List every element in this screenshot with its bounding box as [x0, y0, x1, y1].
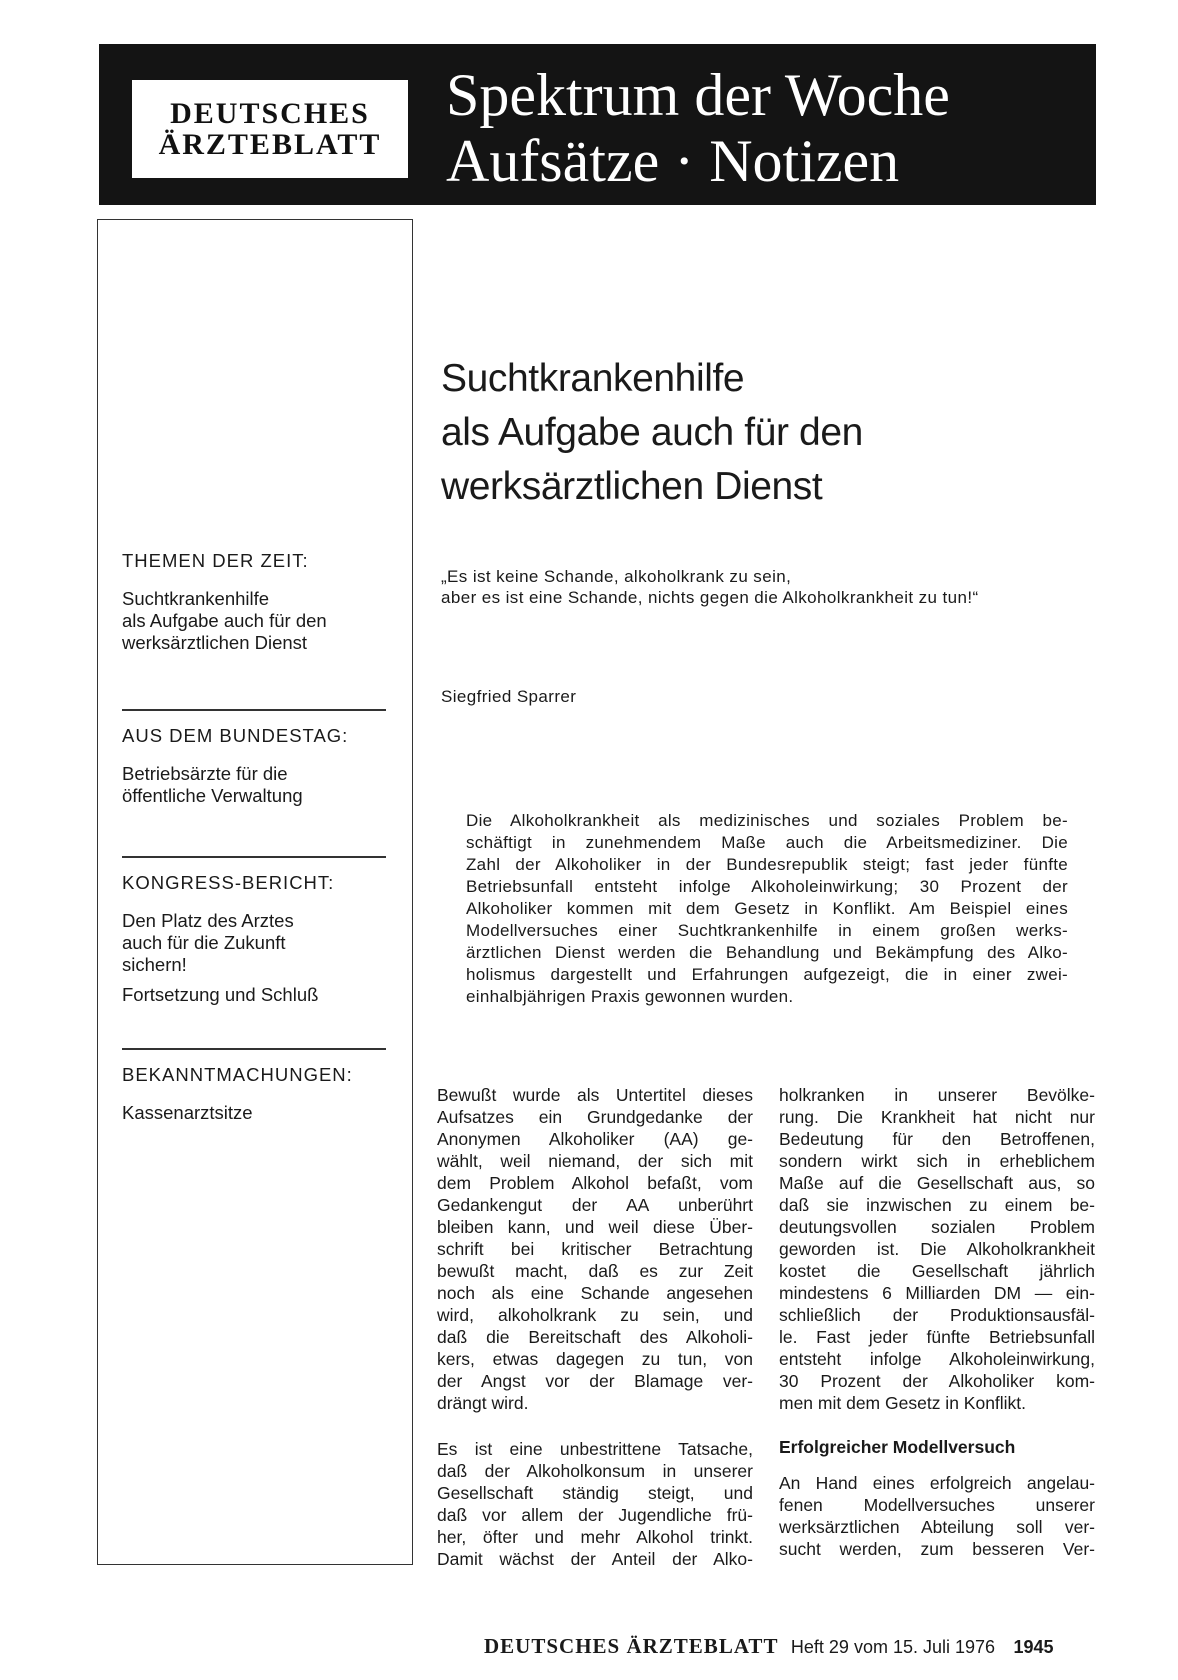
body-line: daß sie inzwischen zu einem be- [779, 1195, 1095, 1215]
body-line: le. Fast jeder fünfte Betriebsunfall [779, 1327, 1095, 1347]
body-line: Es ist eine unbestrittene Tatsache, [437, 1439, 753, 1459]
body-line: der Angst vor der Blamage ver- [437, 1371, 753, 1391]
quote-line: aber es ist eine Schande, nichts gegen die Alkoholkrankheit zu tun!“ [441, 588, 979, 607]
abstract-line: einhalbjährigen Praxis gewonnen wurden. [466, 987, 794, 1006]
contents-heading: AUS DEM BUNDESTAG: [122, 725, 349, 746]
abstract-line: Die Alkoholkrankheit als medizinisches und soziales Problem be- [466, 811, 1068, 830]
body-line: fenen Modellversuches unserer [779, 1495, 1095, 1515]
section-title [446, 62, 950, 194]
body-line: Anonymen Alkoholiker (AA) ge- [437, 1129, 753, 1149]
body-line: bleiben kann, und weil diese Über- [437, 1217, 753, 1237]
body-line: Damit wächst der Anteil der Alko- [437, 1549, 753, 1569]
abstract-line: holismus dargestellt und Erfahrungen aufgezeigt, die in einer zwei- [466, 965, 1068, 984]
divider [122, 1048, 386, 1050]
contents-entry: sichern! [122, 954, 187, 975]
publication-logo [132, 80, 408, 178]
body-line: Bedeutung für den Betroffenen, [779, 1129, 1095, 1149]
footer-issue: Heft 29 vom 15. Juli 1976 [790, 1637, 996, 1657]
abstract-line: schäftigt in zunehmendem Maße auch die Arbeitsmediziner. Die [466, 833, 1068, 852]
body-line: men mit dem Gesetz in Konflikt. [779, 1393, 1027, 1413]
epigraph-quote [441, 566, 979, 608]
divider [122, 709, 386, 711]
body-line: holkranken in unserer Bevölke- [779, 1085, 1095, 1105]
body-line: noch als eine Schande angesehen [437, 1283, 753, 1303]
article-title-line: als Aufgabe auch für den [441, 411, 863, 454]
abstract-line: Betriebsunfall entsteht infolge Alkoholeinwirkung; 30 Prozent der [466, 877, 1068, 896]
body-line: bewußt macht, daß es zur Zeit [437, 1261, 753, 1281]
contents-entry: öffentliche Verwaltung [122, 785, 303, 806]
body-line: kers, etwas dagegen zu tun, von [437, 1349, 753, 1369]
body-line: geworden ist. Die Alkoholkrankheit [779, 1239, 1095, 1259]
contents-entry: Den Platz des Arztes [122, 910, 294, 931]
page-footer [484, 1634, 1054, 1659]
contents-entry: werksärztlichen Dienst [122, 632, 308, 653]
footer-publication: DEUTSCHES ÄRZTEBLATT [484, 1634, 779, 1658]
body-line: dem Problem Alkohol befaßt, vom [437, 1173, 753, 1193]
body-line: her, öfter und mehr Alkohol trinkt. [437, 1527, 753, 1547]
abstract-line: ärztlichen Dienst werden die Behandlung und Bekämpfung des Alko- [466, 943, 1068, 962]
section-title-line-1: Spektrum der Woche [446, 62, 950, 128]
contents-entry: Betriebsärzte für die [122, 763, 288, 784]
body-line: Gesellschaft ständig steigt, und [437, 1483, 753, 1503]
body-line: Gedankengut der AA unberührt [437, 1195, 753, 1215]
body-line: daß der Alkoholkonsum in unserer [437, 1461, 753, 1481]
body-line: sucht werden, zum besseren Ver- [779, 1539, 1095, 1559]
contents-entry: Suchtkrankenhilfe [122, 588, 270, 609]
body-column-2 [779, 1084, 1095, 1560]
body-line: Aufsatzes ein Grundgedanke der [437, 1107, 753, 1127]
logo-line-1: DEUTSCHES [170, 97, 370, 130]
abstract-line: Zahl der Alkoholiker in der Bundesrepublik steigt; fast jeder fünfte [466, 855, 1068, 874]
body-line: deutungsvollen sozialen Problem [779, 1217, 1095, 1237]
body-line: entsteht infolge Alkoholeinwirkung, [779, 1349, 1095, 1369]
body-line: schrift bei kritischer Betrachtung [437, 1239, 753, 1259]
body-paragraph [437, 1084, 753, 1414]
contents-sidebar [97, 219, 413, 1565]
body-line: werksärztlichen Abteilung soll ver- [779, 1517, 1095, 1537]
contents-section-kongress [122, 872, 392, 1006]
body-line: drängt wird. [437, 1393, 529, 1413]
body-paragraph [779, 1084, 1095, 1414]
contents-entry: auch für die Zukunft [122, 932, 286, 953]
body-line: Maße auf die Gesellschaft aus, so [779, 1173, 1095, 1193]
body-line: schließlich der Produktionsausfäl- [779, 1305, 1095, 1325]
abstract-line: Alkoholiker kommen mit dem Gesetz in Konflikt. Am Beispiel eines [466, 899, 1068, 918]
contents-entry-note: Fortsetzung und Schluß [122, 984, 319, 1005]
article-title-line: Suchtkrankenhilfe [441, 357, 745, 400]
body-line: daß die Bereitschaft des Alkoholi- [437, 1327, 753, 1347]
contents-heading: KONGRESS-BERICHT: [122, 872, 335, 893]
body-line: wählt, weil niemand, der sich mit [437, 1151, 753, 1171]
contents-entry: als Aufgabe auch für den [122, 610, 327, 631]
section-subheading: Erfolgreicher Modellversuch [779, 1437, 1016, 1457]
article-title-line: werksärztlichen Dienst [441, 465, 823, 508]
body-line: wird, alkoholkrank zu sein, und [437, 1305, 753, 1325]
body-paragraph [779, 1472, 1095, 1560]
article-abstract [466, 810, 1068, 1008]
body-line: daß vor allem der Jugendliche frü- [437, 1505, 753, 1525]
body-line: sondern wirkt sich in erheblichem [779, 1151, 1095, 1171]
header-banner [99, 44, 1096, 205]
contents-heading: BEKANNTMACHUNGEN: [122, 1064, 353, 1085]
body-line: 30 Prozent der Alkoholiker kom- [779, 1371, 1095, 1391]
logo-line-2: ÄRZTEBLATT [158, 128, 382, 161]
body-line: An Hand eines erfolgreich angelau- [779, 1473, 1095, 1493]
body-paragraph [437, 1438, 753, 1570]
contents-section-bekanntmachungen [122, 1064, 392, 1124]
divider [122, 856, 386, 858]
contents-section-bundestag [122, 725, 392, 807]
quote-line: „Es ist keine Schande, alkoholkrank zu sein, [441, 567, 792, 586]
contents-heading: THEMEN DER ZEIT: [122, 550, 309, 571]
article-title [441, 352, 1041, 514]
body-line: Bewußt wurde als Untertitel dieses [437, 1085, 753, 1105]
body-line: mindestens 6 Milliarden DM — ein- [779, 1283, 1095, 1303]
author-name: Siegfried Sparrer [441, 687, 577, 706]
contents-section-themen [122, 550, 392, 654]
body-line: rung. Die Krankheit hat nicht nur [779, 1107, 1095, 1127]
body-column-1 [437, 1084, 753, 1570]
abstract-line: Modellversuches einer Suchtkrankenhilfe in einem großen werks- [466, 921, 1068, 940]
section-title-line-2: Aufsätze · Notizen [446, 128, 900, 194]
contents-entry: Kassenarztsitze [122, 1102, 253, 1123]
body-line: kostet die Gesellschaft jährlich [779, 1261, 1095, 1281]
page-number: 1945 [1013, 1637, 1054, 1657]
